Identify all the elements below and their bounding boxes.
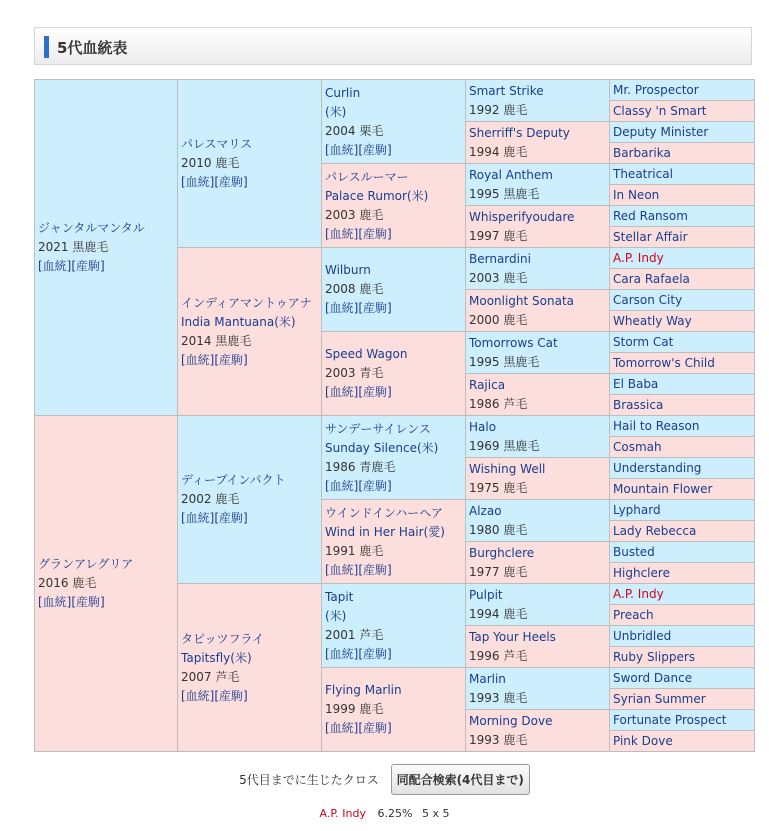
pedigree-cell-g5	[610, 101, 755, 122]
horse-name-link[interactable]: Lady Rebecca	[613, 523, 697, 538]
birth-year-color: 2003 鹿毛	[325, 207, 384, 222]
pedigree-cell-g5	[610, 374, 755, 395]
pedigree-cell-g5	[610, 311, 755, 332]
horse-name-link[interactable]: Morning Dove	[469, 713, 553, 728]
birth-year-color: 2000 鹿毛	[469, 312, 528, 327]
birth-year-color: 2003 鹿毛	[469, 270, 528, 285]
pedigree-cell-g5	[610, 731, 755, 752]
horse-name-link[interactable]: Tap Your Heels	[469, 629, 556, 644]
pedigree-cell-g5	[610, 500, 755, 521]
pedigree-cell-g4	[466, 122, 610, 164]
pedigree-cell-g3	[322, 500, 466, 584]
pedigree-cell-g4	[466, 290, 610, 332]
birth-year-color: 1997 鹿毛	[469, 228, 528, 243]
pedigree-cell-g5	[610, 521, 755, 542]
pedigree-cell-g2	[178, 80, 322, 248]
pedigree-cell-g5	[610, 689, 755, 710]
birth-year-color: 2007 芦毛	[181, 669, 240, 684]
cross-entry	[0, 807, 769, 820]
pedigree-row	[35, 80, 755, 101]
horse-name-en-link[interactable]: (米)	[325, 104, 347, 119]
horse-name-link[interactable]: ジャンタルマンタル	[38, 221, 145, 235]
page-title: 5代血統表	[57, 39, 128, 57]
horse-name-link[interactable]: Curlin	[325, 85, 361, 100]
horse-name-link[interactable]: Classy 'n Smart	[613, 103, 707, 118]
horse-name-link[interactable]: サンデーサイレンス	[325, 421, 431, 436]
horse-name-link[interactable]: Halo	[469, 419, 497, 434]
pedigree-cell-g5	[610, 353, 755, 374]
pedigree-cell-g5	[610, 605, 755, 626]
birth-year-color: 1986 青鹿毛	[325, 459, 396, 474]
pedigree-cell-g1	[35, 416, 178, 752]
horse-name-link[interactable]: Cara Rafaela	[613, 271, 690, 286]
pedigree-cell-g5	[610, 710, 755, 731]
horse-name-link[interactable]: Theatrical	[613, 166, 673, 181]
horse-name-link[interactable]: Burghclere	[469, 545, 535, 560]
birth-year-color: 2003 青毛	[325, 366, 384, 380]
pedigree-cell-g5	[610, 437, 755, 458]
pedigree-cell-g5	[610, 269, 755, 290]
birth-year-color: 1993 鹿毛	[469, 690, 528, 705]
pedigree-cell-g4	[466, 206, 610, 248]
pedigree-cell-g4	[466, 332, 610, 374]
horse-name-link[interactable]: Tomorrow's Child	[613, 355, 715, 370]
pedigree-progeny-links[interactable]: [血統][産駒]	[181, 175, 248, 189]
horse-name-en-link[interactable]: India Mantuana(米)	[181, 314, 296, 329]
horse-name-link[interactable]: A.P. Indy	[613, 586, 664, 601]
birth-year-color: 1986 芦毛	[469, 396, 528, 411]
birth-year-color: 2016 鹿毛	[38, 576, 97, 590]
horse-name-link[interactable]: Whisperifyoudare	[469, 209, 575, 224]
pedigree-cell-g3	[322, 80, 466, 164]
pedigree-cell-g5	[610, 668, 755, 689]
cross-generation: 5 x 5	[421, 807, 450, 820]
horse-name-en-link[interactable]: Sunday Silence(米)	[325, 440, 439, 455]
horse-name-link[interactable]: Unbridled	[613, 628, 672, 643]
horse-name-link[interactable]: Smart Strike	[469, 83, 544, 98]
horse-name-link[interactable]: Flying Marlin	[325, 683, 402, 697]
pedigree-cell-g4	[466, 500, 610, 542]
horse-name-link[interactable]: Bernardini	[469, 251, 531, 266]
pedigree-table	[34, 79, 755, 752]
horse-name-en-link[interactable]: Wind in Her Hair(愛)	[325, 524, 445, 539]
pedigree-cell-g5	[610, 206, 755, 227]
horse-name-link[interactable]: Fortunate Prospect	[613, 712, 727, 727]
pedigree-cell-g5	[610, 122, 755, 143]
birth-year-color: 1994 鹿毛	[469, 606, 528, 621]
horse-name-link[interactable]: Wilburn	[325, 263, 371, 277]
pedigree-cell-g5	[610, 563, 755, 584]
pedigree-cell-g3	[322, 416, 466, 500]
horse-name-link[interactable]: Busted	[613, 544, 655, 559]
birth-year-color: 1993 鹿毛	[469, 732, 528, 747]
birth-year-color: 2021 黒鹿毛	[38, 240, 109, 254]
birth-year-color: 1995 黒鹿毛	[469, 354, 540, 369]
pedigree-cell-g4	[466, 416, 610, 458]
birth-year-color: 2001 芦毛	[325, 627, 384, 642]
horse-name-link[interactable]: Hail to Reason	[613, 418, 700, 433]
pedigree-cell-g4	[466, 668, 610, 710]
pedigree-cell-g4	[466, 710, 610, 752]
horse-name-link[interactable]: ウインドインハーヘア	[325, 505, 443, 520]
birth-year-color: 2002 鹿毛	[181, 492, 240, 506]
pedigree-cell-g4	[466, 374, 610, 416]
horse-name-link[interactable]: Red Ransom	[613, 208, 688, 223]
pedigree-progeny-links[interactable]: [血統][産駒]	[325, 385, 392, 399]
cross-label: 5代目までに生じたクロス	[239, 773, 379, 787]
horse-name-link[interactable]: Pink Dove	[613, 733, 673, 748]
section-header	[34, 27, 752, 65]
horse-name-link[interactable]: ディープインパクト	[181, 473, 286, 487]
horse-name-link[interactable]: Carson City	[613, 292, 683, 307]
similar-mating-search-button[interactable]: 同配合検索(4代目まで)	[391, 764, 530, 795]
pedigree-cell-g5	[610, 227, 755, 248]
horse-name-link[interactable]: Alzao	[469, 503, 502, 518]
horse-name-link[interactable]: Syrian Summer	[613, 691, 706, 706]
pedigree-cell-g5	[610, 164, 755, 185]
pedigree-progeny-links[interactable]: [血統][産駒]	[325, 142, 392, 157]
horse-name-link[interactable]: タピッツフライ	[181, 631, 265, 646]
birth-year-color: 2010 鹿毛	[181, 156, 240, 170]
pedigree-cell-g5	[610, 395, 755, 416]
cross-horse-link[interactable]: A.P. Indy	[319, 807, 366, 820]
pedigree-cell-g4	[466, 248, 610, 290]
birth-year-color: 1991 鹿毛	[325, 543, 384, 558]
pedigree-progeny-links[interactable]: [血統][産駒]	[325, 301, 392, 315]
horse-name-link[interactable]: Mr. Prospector	[613, 82, 699, 97]
pedigree-progeny-links[interactable]: [血統][産駒]	[325, 562, 392, 577]
pedigree-cell-g5	[610, 647, 755, 668]
birth-year-color: 1995 黒鹿毛	[469, 186, 540, 201]
horse-name-link[interactable]: Sherriff's Deputy	[469, 125, 570, 140]
birth-year-color: 1980 鹿毛	[469, 522, 528, 537]
pedigree-row	[35, 416, 755, 437]
pedigree-cell-g5	[610, 80, 755, 101]
pedigree-cell-g5	[610, 416, 755, 437]
birth-year-color: 2014 黒鹿毛	[181, 333, 252, 348]
horse-name-link[interactable]: Sword Dance	[613, 670, 693, 685]
pedigree-cell-g5	[610, 185, 755, 206]
horse-name-en-link[interactable]: Tapitsfly(米)	[181, 650, 252, 665]
pedigree-cell-g3	[322, 584, 466, 668]
pedigree-cell-g5	[610, 542, 755, 563]
horse-name-link[interactable]: In Neon	[613, 187, 660, 202]
pedigree-cell-g1	[35, 80, 178, 416]
pedigree-cell-g2	[178, 584, 322, 752]
pedigree-progeny-links[interactable]: [血統][産駒]	[325, 721, 392, 735]
pedigree-cell-g5	[610, 458, 755, 479]
pedigree-progeny-links[interactable]: [血統][産駒]	[325, 478, 392, 493]
horse-name-link[interactable]: Storm Cat	[613, 334, 674, 349]
horse-name-link[interactable]: A.P. Indy	[613, 250, 664, 265]
pedigree-cell-g2	[178, 248, 322, 416]
pedigree-cell-g5	[610, 290, 755, 311]
horse-name-link[interactable]: Moonlight Sonata	[469, 293, 575, 308]
horse-name-link[interactable]: Barbarika	[613, 145, 671, 160]
birth-year-color: 1999 鹿毛	[325, 702, 384, 716]
pedigree-progeny-links[interactable]: [血統][産駒]	[181, 511, 248, 525]
horse-name-en-link[interactable]: (米)	[325, 608, 347, 623]
horse-name-en-link[interactable]: Palace Rumor(米)	[325, 188, 429, 203]
horse-name-link[interactable]: Ruby Slippers	[613, 649, 696, 664]
pedigree-progeny-links[interactable]: [血統][産駒]	[38, 595, 105, 609]
pedigree-cell-g3	[322, 332, 466, 416]
pedigree-cell-g4	[466, 458, 610, 500]
horse-name-link[interactable]: Lyphard	[613, 502, 661, 517]
horse-name-link[interactable]: Royal Anthem	[469, 167, 553, 182]
birth-year-color: 1977 鹿毛	[469, 564, 528, 579]
pedigree-progeny-links[interactable]: [血統][産駒]	[325, 226, 392, 241]
horse-name-link[interactable]: Pulpit	[469, 587, 503, 602]
pedigree-cell-g3	[322, 164, 466, 248]
horse-name-link[interactable]: Preach	[613, 607, 654, 622]
horse-name-link[interactable]: Deputy Minister	[613, 124, 709, 139]
horse-name-link[interactable]: Understanding	[613, 460, 702, 475]
pedigree-cell-g4	[466, 584, 610, 626]
birth-year-color: 1996 芦毛	[469, 648, 528, 663]
pedigree-cell-g4	[466, 164, 610, 206]
pedigree-progeny-links[interactable]: [血統][産駒]	[181, 352, 248, 367]
birth-year-color: 1975 鹿毛	[469, 480, 528, 495]
horse-name-link[interactable]: Highclere	[613, 565, 670, 580]
pedigree-cell-g3	[322, 668, 466, 752]
horse-name-link[interactable]: グランアレグリア	[38, 557, 134, 571]
horse-name-link[interactable]: Brassica	[613, 397, 664, 412]
horse-name-link[interactable]: インディアマントゥアナ	[181, 295, 312, 310]
horse-name-link[interactable]: Tapit	[325, 589, 354, 604]
horse-name-link[interactable]: Speed Wagon	[325, 347, 408, 361]
pedigree-cell-g5	[610, 626, 755, 647]
horse-name-link[interactable]: Wheatly Way	[613, 313, 692, 328]
horse-name-link[interactable]: Rajica	[469, 377, 506, 392]
pedigree-cell-g3	[322, 248, 466, 332]
horse-name-link[interactable]: El Baba	[613, 376, 659, 391]
birth-year-color: 1969 黒鹿毛	[469, 438, 540, 453]
pedigree-progeny-links[interactable]: [血統][産駒]	[38, 259, 105, 273]
birth-year-color: 1994 鹿毛	[469, 144, 528, 159]
pedigree-cell-g4	[466, 80, 610, 122]
pedigree-progeny-links[interactable]: [血統][産駒]	[325, 646, 392, 661]
cross-percent: 6.25%	[377, 807, 413, 820]
horse-name-link[interactable]: Tomorrows Cat	[469, 335, 558, 350]
pedigree-cell-g5	[610, 479, 755, 500]
pedigree-cell-g4	[466, 542, 610, 584]
pedigree-progeny-links[interactable]: [血統][産駒]	[181, 688, 248, 703]
birth-year-color: 2004 栗毛	[325, 123, 384, 138]
horse-name-link[interactable]: Marlin	[469, 671, 506, 686]
birth-year-color: 2008 鹿毛	[325, 282, 384, 296]
pedigree-cell-g4	[466, 626, 610, 668]
horse-name-link[interactable]: パレスマリス	[181, 137, 253, 151]
birth-year-color: 1992 鹿毛	[469, 102, 528, 117]
horse-name-link[interactable]: Cosmah	[613, 439, 662, 454]
pedigree-cell-g5	[610, 332, 755, 353]
horse-name-link[interactable]: Stellar Affair	[613, 229, 688, 244]
horse-name-link[interactable]: パレスルーマー	[325, 169, 409, 184]
header-accent-bar	[44, 36, 49, 58]
pedigree-cell-g5	[610, 143, 755, 164]
pedigree-cell-g5	[610, 248, 755, 269]
pedigree-cell-g5	[610, 584, 755, 605]
pedigree-cell-g2	[178, 416, 322, 584]
horse-name-link[interactable]: Wishing Well	[469, 461, 546, 476]
cross-section	[0, 764, 769, 795]
horse-name-link[interactable]: Mountain Flower	[613, 481, 713, 496]
